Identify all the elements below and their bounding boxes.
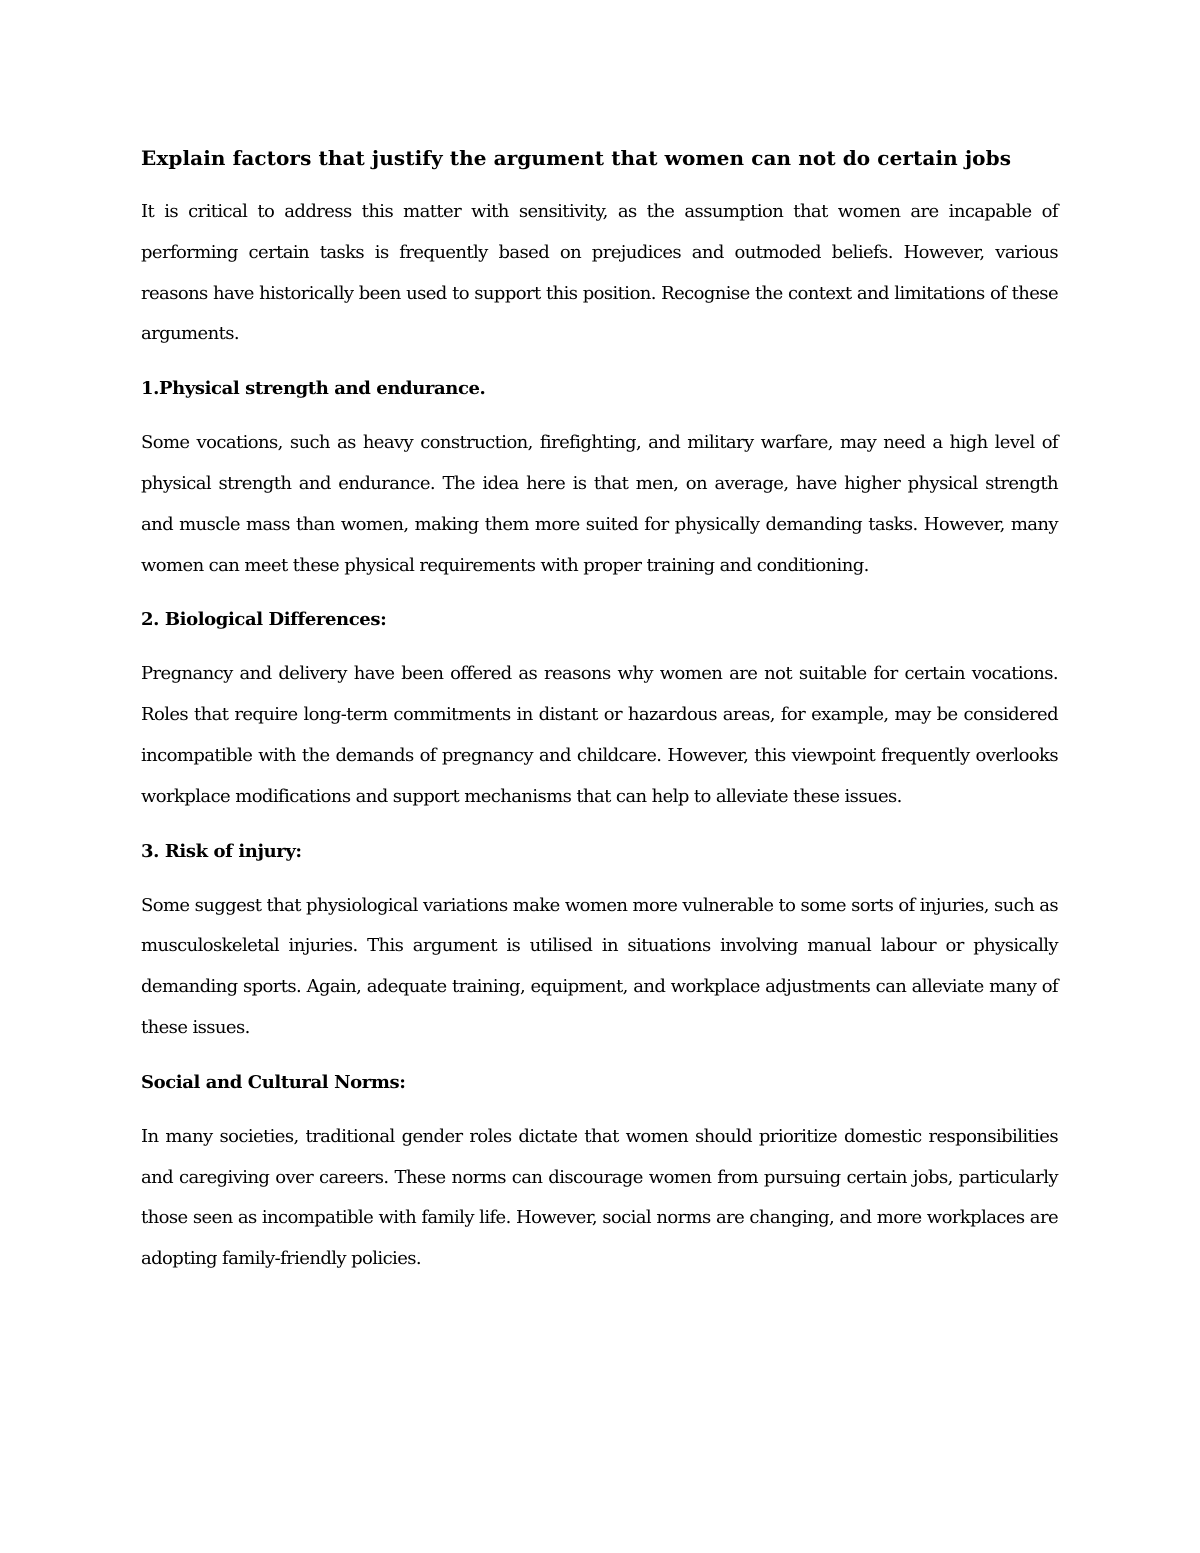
section-heading-risk-of-injury: 3. Risk of injury: [141,840,302,862]
document-title: Explain factors that justify the argument that women can not do certain jobs [141,146,1012,170]
section-heading-social-cultural-norms: Social and Cultural Norms: [141,1071,406,1093]
section-body-physical-strength: Some vocations, such as heavy construction, firefighting, and military warfare, may need a high level of physical strength and endurance. The idea here is that men, on average, have higher physical strength and muscle mass than women, making them more suited for physically demanding tasks. However, many women can meet these physical requirements with proper training and conditioning. [141,432,1058,576]
section-heading-biological-differences: 2. Biological Differences: [141,609,387,631]
section-body-social-cultural-norms: In many societies, traditional gender roles dictate that women should prioritize domestic responsibilities and caregiving over careers. These norms can discourage women from pursuing certain jobs, particularly those seen as incompatible with family life. However, social norms are changing, and more workplaces are adopting family-friendly policies. [141,1125,1058,1270]
section-body-risk-of-injury: Some suggest that physiological variations make women more vulnerable to some sorts of injuries, such as musculoskeletal injuries. This argument is utilised in situations involving manual labour or physically demanding sports. Again, adequate training, equipment, and workplace adjustments can alleviate many of these issues. [141,894,1058,1038]
section-heading-physical-strength: 1.Physical strength and endurance. [141,378,486,400]
intro-paragraph: It is critical to address this matter with sensitivity, as the assumption that women are incapable of performing certain tasks is frequently based on prejudices and outmoded beliefs. However, various reasons have historically been used to support this position. Recognise the context and limitations of these arguments. [141,201,1058,345]
section-body-biological-differences: Pregnancy and delivery have been offered as reasons why women are not suitable for certain vocations. Roles that require long-term commitments in distant or hazardous areas, for example, may be considered incompatible with the demands of pregnancy and childcare. However, this viewpoint frequently overlooks workplace modifications and support mechanisms that can help to alleviate these issues. [141,663,1058,807]
document-page [141,138,1058,1294]
